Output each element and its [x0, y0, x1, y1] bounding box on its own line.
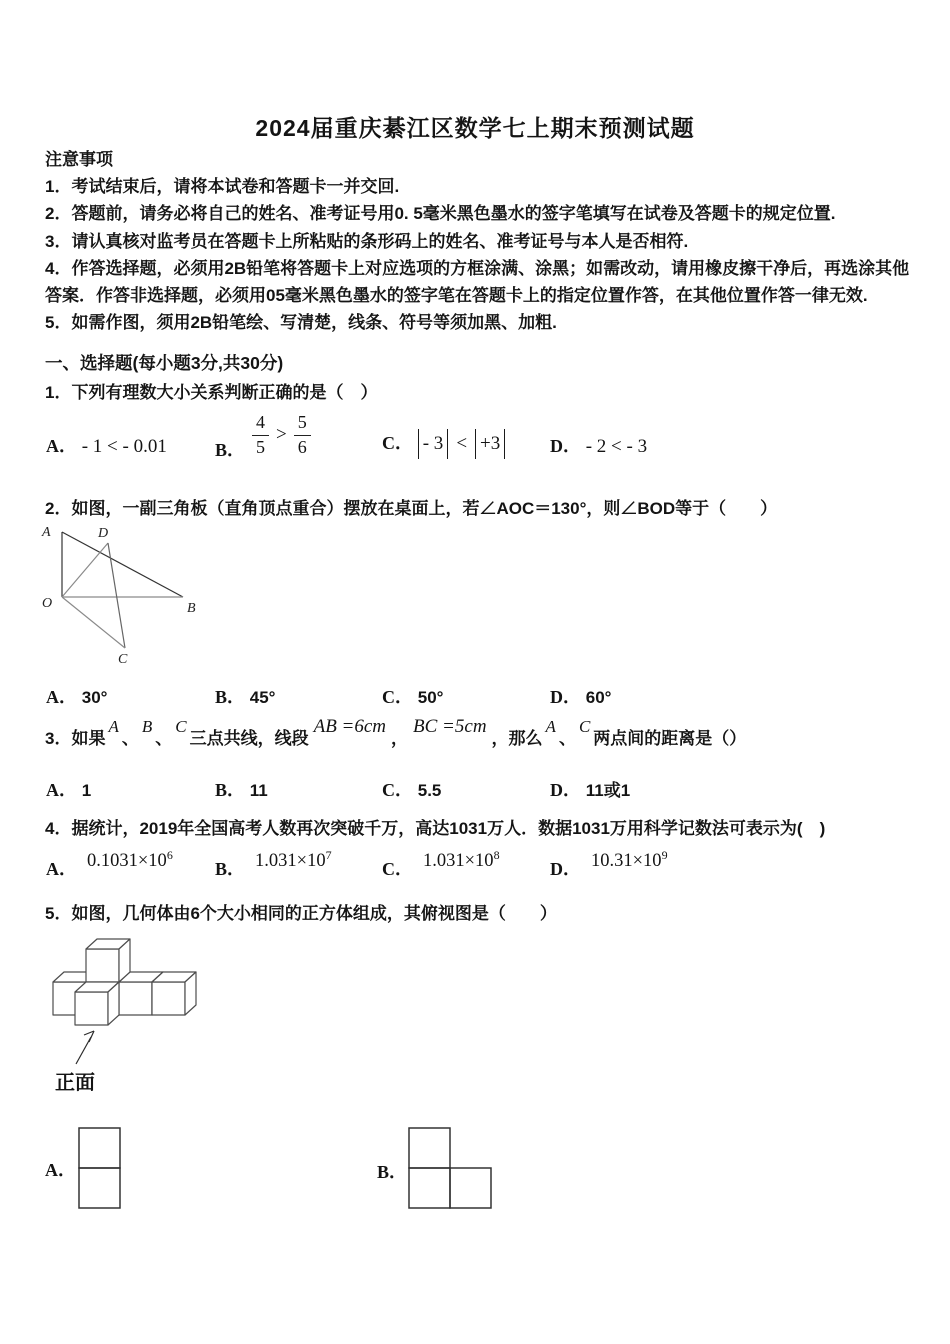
- figure-label-a: A: [42, 525, 51, 540]
- q3-option-d: D． 11或1: [550, 780, 631, 800]
- q4-option-d: D． $10.31\times 10^9$: [550, 847, 668, 879]
- q2-option-c-value: 50°: [417, 688, 444, 707]
- q1-option-d-label: D．: [550, 436, 581, 456]
- figure-label-o: O: [42, 596, 53, 611]
- note-item-3: 3．请认真核对监考员在答题卡上所粘贴的条形码上的姓名、准考证号与本人是否相符.: [45, 231, 689, 251]
- math-point-a2: A: [545, 717, 556, 736]
- q1-option-b-label: B．: [215, 440, 246, 461]
- q2-option-d: D． 60°: [550, 687, 612, 707]
- notes-section: [45, 146, 911, 336]
- q2-option-a: A． 30°: [46, 687, 108, 707]
- figure-label-c: C: [118, 652, 128, 667]
- q1-option-a: [46, 432, 167, 458]
- math-bc-length: BC =5cm: [413, 716, 487, 737]
- q2-option-c: C． 50°: [382, 687, 444, 707]
- fraction-4-5: $\frac{4}{5}$: [252, 412, 269, 458]
- note-item-5: 5．如需作图，须用2B铅笔绘、写清楚，线条、符号等须加黑、加粗.: [45, 313, 557, 333]
- q4-option-b-value: $1.031\times 10^7$: [255, 847, 332, 871]
- q4-option-a-value: $0.1031\times 10^6$: [87, 847, 173, 871]
- answer-b-figure: [407, 1126, 499, 1214]
- answer-b-label: B．: [377, 1162, 408, 1182]
- q1-option-b: [215, 412, 311, 461]
- q1-option-d-value: - 2 < - 3: [585, 436, 648, 457]
- q1-stem: 1．下列有理数大小关系判断正确的是（ ）: [45, 383, 378, 402]
- q4-option-c: C． $1.031\times 10^8$: [382, 847, 500, 879]
- q3-option-c: C． 5.5: [382, 780, 442, 800]
- answer-a-label: A．: [45, 1160, 76, 1180]
- q4-option-b: B． $1.031\times 10^7$: [215, 847, 332, 879]
- q3-stem: 3．如果A、B、C三点共线，线段AB =6cm，BC =5cm，那么A、C两点间的距离是（）: [45, 716, 747, 748]
- note-item-1: 1．考试结束后，请将本试卷和答题卡一并交回.: [45, 177, 400, 197]
- q1-option-d: [550, 432, 647, 458]
- q5-stem: 5．如图，几何体由6个大小相同的正方体组成，其俯视图是（ ）: [45, 904, 557, 923]
- q2-option-d-value: 60°: [585, 688, 612, 707]
- q1-option-a-label: A．: [46, 436, 77, 456]
- q1-option-c-value: - 3 < +3: [418, 433, 506, 454]
- math-point-c2: C: [578, 717, 591, 736]
- figure-label-b: B: [187, 601, 196, 616]
- math-ab-length: AB =6cm: [313, 716, 387, 737]
- q4-option-a: A． $0.1031\times 10^6$: [46, 847, 173, 879]
- q3-option-b-value: 11: [249, 781, 268, 800]
- q1-option-c-label: C．: [382, 433, 413, 453]
- note-item-2: 2．答题前，请务必将自己的姓名、准考证号用0. 5毫米黑色墨水的签字笔填写在试卷及答题卡的规定位置.: [45, 204, 836, 224]
- section-1-heading: 一、选择题(每小题3分,共30分): [45, 353, 284, 373]
- q5-cubes-figure: [40, 926, 210, 1076]
- answer-a-figure: [77, 1126, 123, 1214]
- q1-option-a-value: - 1 < - 0.01: [81, 436, 167, 457]
- q3-option-d-value: 11或1: [585, 781, 631, 800]
- q4-stem: 4．据统计，2019年全国高考人数再次突破千万，高达1031万人．数据1031万用科学记数法可表示为( ): [45, 819, 826, 838]
- q4-option-d-value: $10.31\times 10^9$: [591, 847, 668, 871]
- q3-option-a: A． 1: [46, 780, 92, 800]
- figure-label-d: D: [98, 526, 109, 541]
- front-arrow-icon: [76, 1031, 94, 1064]
- front-view-label: 正面: [55, 1072, 95, 1094]
- notes-heading: 注意事项: [45, 150, 113, 169]
- math-point-c: C: [175, 717, 187, 736]
- math-point-b: B: [141, 717, 153, 736]
- q3-option-c-value: 5.5: [417, 781, 442, 800]
- q2-option-b-value: 45°: [249, 688, 276, 707]
- math-point-a: A: [108, 717, 119, 736]
- q1-option-b-relation: >: [276, 424, 287, 446]
- q3-option-b: B． 11: [215, 780, 268, 800]
- q1-option-c: [382, 429, 505, 459]
- q2-stem: 2．如图，一副三角板（直角顶点重合）摆放在桌面上，若∠AOC＝130°，则∠BOD等于（ ）: [45, 499, 778, 518]
- q3-option-a-value: 1: [81, 781, 92, 800]
- q2-triangle-figure: [30, 521, 210, 671]
- q2-option-b: B． 45°: [215, 687, 276, 707]
- fraction-5-6: $\frac{5}{6}$: [294, 412, 311, 458]
- note-item-4: 4．作答选择题，必须用2B铅笔将答题卡上对应选项的方框涂满、涂黑；如需改动，请用橡皮擦干净后，再选涂其他答案．作答非选择题，必须用05毫米黑色墨水的签字笔在答题卡上的指定位置作答，在其他位置作答一律无效.: [45, 258, 910, 306]
- q2-option-a-value: 30°: [81, 688, 108, 707]
- q4-option-c-value: $1.031\times 10^8$: [423, 847, 500, 871]
- page-title: 2024届重庆綦江区数学七上期末预测试题: [255, 115, 695, 141]
